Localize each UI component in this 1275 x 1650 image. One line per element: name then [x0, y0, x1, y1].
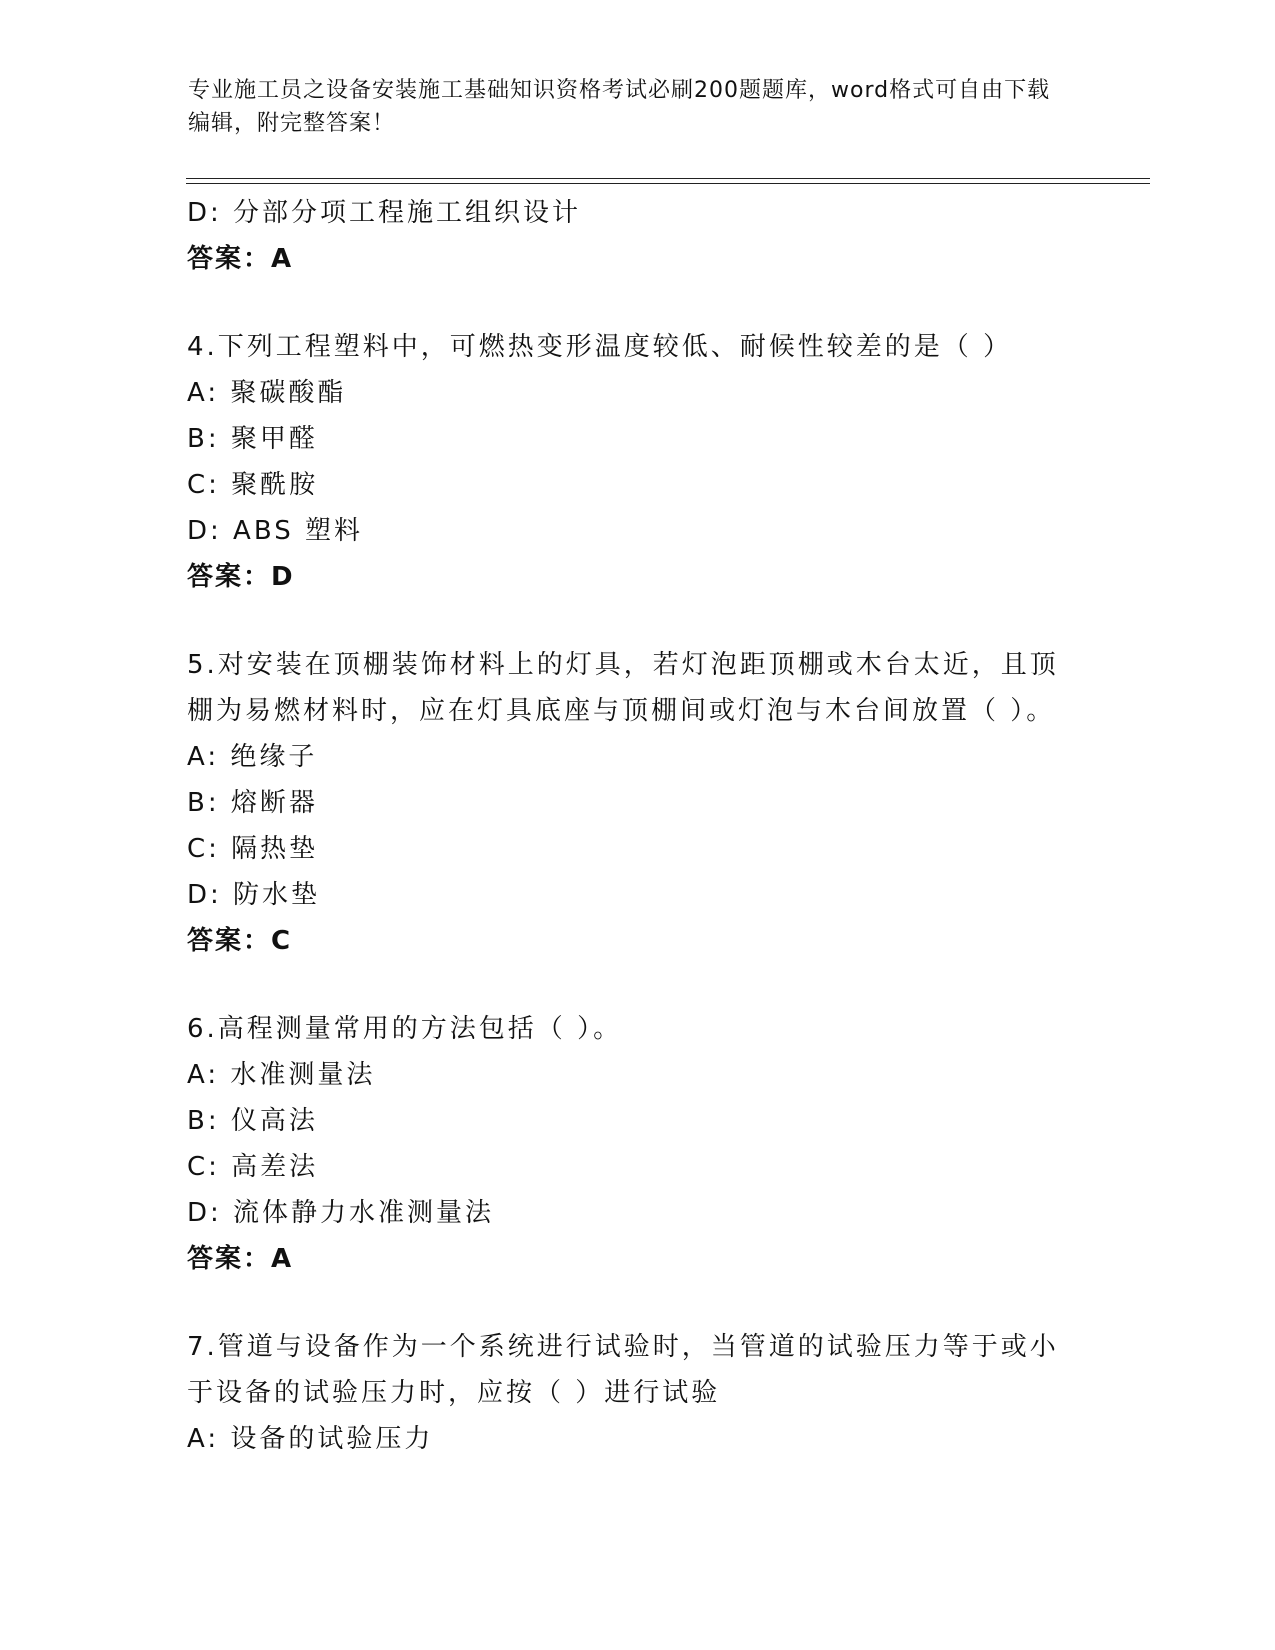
option-c: C: 聚酰胺 [187, 470, 319, 500]
header-divider-bottom [186, 183, 1150, 184]
option-d: D: ABS 塑料 [187, 516, 363, 546]
question-block-6 [187, 1006, 1087, 1282]
question-block-5 [187, 642, 1087, 964]
option-d: D: 分部分项工程施工组织设计 [187, 198, 582, 228]
option-d: D: 流体静力水准测量法 [187, 1198, 495, 1228]
question-stem: 5.对安装在顶棚装饰材料上的灯具，若灯泡距顶棚或木台太近，且顶棚为易燃材料时，应在灯具底座与顶棚间或灯泡与木台间放置（ ）。 [187, 650, 1059, 726]
question-block-3-tail [187, 190, 1087, 282]
option-a: A: 绝缘子 [187, 742, 318, 772]
question-stem: 7.管道与设备作为一个系统进行试验时，当管道的试验压力等于或小于设备的试验压力时，应按（ ）进行试验 [187, 1332, 1059, 1408]
option-a: A: 聚碳酸酯 [187, 378, 347, 408]
option-b: B: 熔断器 [187, 788, 318, 818]
answer-line: 答案：A [187, 244, 294, 274]
option-a: A: 水准测量法 [187, 1060, 376, 1090]
option-c: C: 高差法 [187, 1152, 319, 1182]
question-stem: 4.下列工程塑料中，可燃热变形温度较低、耐候性较差的是（ ） [187, 332, 1013, 362]
answer-line: 答案：A [187, 1244, 294, 1274]
question-stem: 6.高程测量常用的方法包括（ ）。 [187, 1014, 623, 1044]
document-body [187, 190, 1087, 1462]
question-block-4 [187, 324, 1087, 600]
option-b: B: 聚甲醛 [187, 424, 318, 454]
answer-line: 答案：C [187, 926, 293, 956]
option-a: A: 设备的试验压力 [187, 1424, 434, 1454]
answer-line: 答案：D [187, 562, 295, 592]
question-block-7 [187, 1324, 1087, 1462]
option-d: D: 防水垫 [187, 880, 321, 910]
document-header: 专业施工员之设备安装施工基础知识资格考试必刷200题题库，word格式可自由下载编辑，附完整答案！ [188, 78, 1051, 136]
option-c: C: 隔热垫 [187, 834, 319, 864]
option-b: B: 仪高法 [187, 1106, 318, 1136]
header-divider-top [186, 178, 1150, 179]
